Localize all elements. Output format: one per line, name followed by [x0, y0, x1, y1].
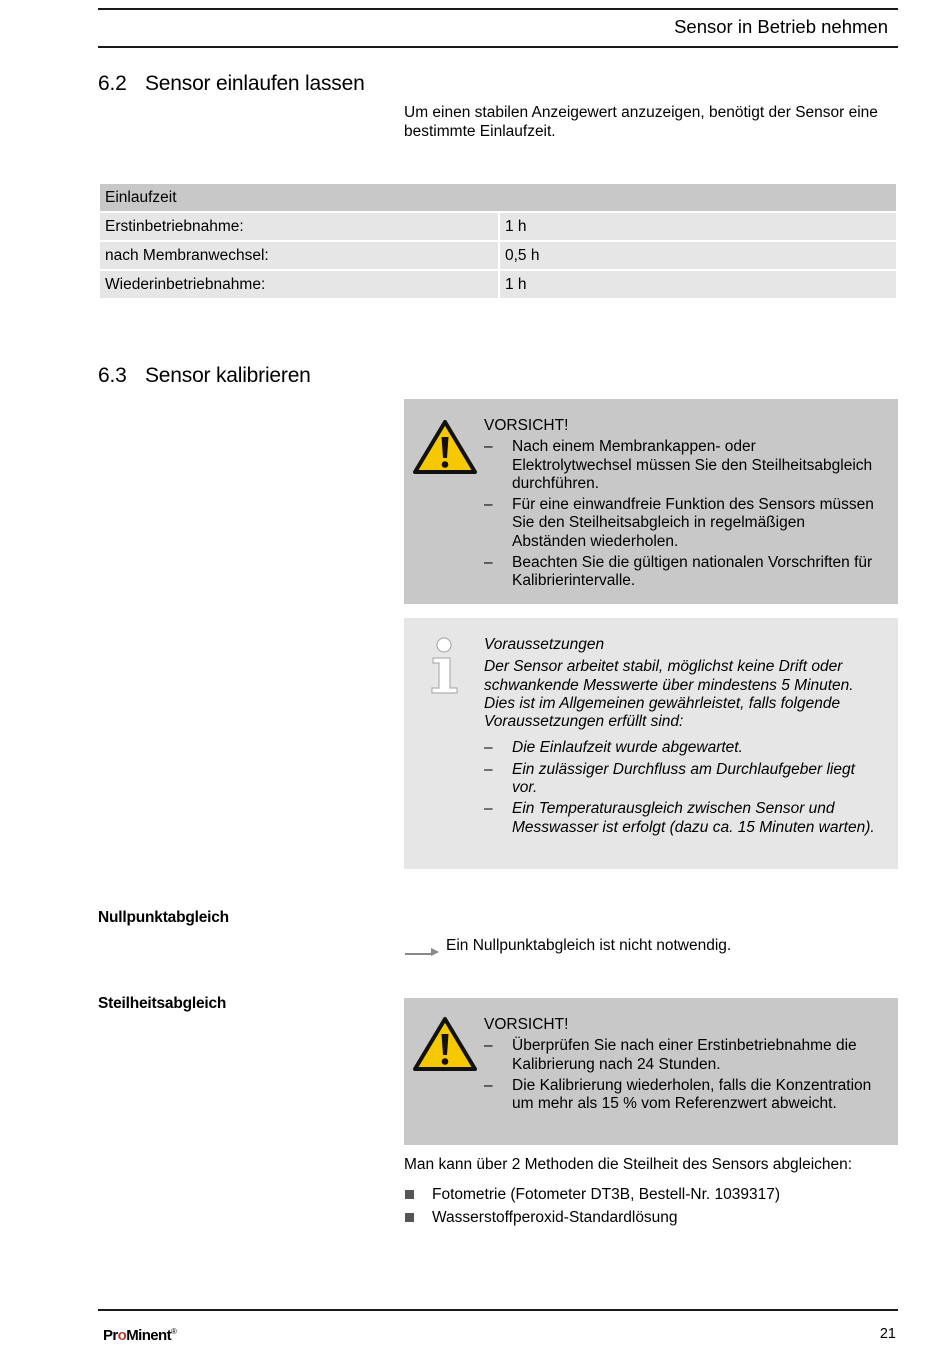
page-number: 21: [879, 1326, 896, 1342]
info-box: [404, 618, 898, 869]
logo-text-o: o: [117, 1327, 127, 1344]
logo-text-b: Minent: [126, 1327, 171, 1344]
list-item-text: Ein Temperaturausgleich zwischen Sensor und Messwasser ist erfolgt (dazu ca. 15 Minuten warten).: [512, 800, 875, 836]
logo-text-a: Pr: [103, 1327, 118, 1344]
nullpunkt-text: Ein Nullpunktabgleich ist nicht notwendig.: [446, 937, 732, 954]
dash-bullet: –: [484, 438, 493, 456]
dash-bullet: –: [484, 496, 493, 514]
table-row: [100, 242, 896, 269]
square-bullet-icon: [405, 1213, 414, 1222]
section-heading-6-3: [98, 364, 311, 388]
list-item-text: Ein zulässiger Durchfluss am Durchlaufgeber liegt vor.: [512, 760, 855, 797]
section-heading-6-2: [98, 72, 365, 96]
warning-box: [404, 998, 898, 1145]
list-item: [484, 438, 878, 493]
nullpunkt-label: Nullpunktabgleich: [98, 909, 229, 926]
dash-bullet: –: [484, 554, 493, 572]
info-heading: Voraussetzungen: [484, 636, 605, 653]
header-top-rule: [98, 8, 898, 10]
list-item: [484, 800, 878, 837]
section-title: Sensor einlaufen lassen: [145, 72, 365, 95]
warning-list: [484, 1037, 878, 1113]
header-bottom-rule: [98, 46, 898, 48]
list-item: [484, 1037, 878, 1074]
list-item: [404, 1184, 780, 1207]
methods-list: [404, 1184, 780, 1229]
dash-bullet: –: [484, 760, 493, 778]
warning-heading: VORSICHT!: [484, 1016, 569, 1033]
list-item: [404, 1207, 780, 1230]
section-number: 6.2: [98, 72, 127, 95]
table-cell-value: 1 h: [500, 213, 896, 240]
einlaufzeit-table: [98, 182, 898, 300]
list-item-text: Die Einlaufzeit wurde abgewartet.: [512, 739, 743, 757]
header-title: Sensor in Betrieb nehmen: [674, 16, 888, 37]
section-title: Sensor kalibrieren: [145, 364, 311, 387]
list-item-text: Wasserstoffperoxid-Standardlösung: [432, 1208, 678, 1226]
list-item: [484, 739, 878, 757]
table-cell-label: Erstinbetriebnahme:: [100, 213, 498, 240]
list-item-text: Fotometrie (Fotometer DT3B, Bestell-Nr. 1039317): [432, 1186, 781, 1203]
table-header-row: [100, 184, 896, 211]
warning-triangle-icon: [412, 1016, 478, 1072]
table-cell-label: Wiederinbetriebnahme:: [100, 271, 498, 298]
warning-list: [484, 438, 878, 590]
table-row: [100, 271, 896, 298]
list-item-text: Nach einem Membrankappen- oder Elektrolytwechsel müssen Sie den Steilheitsabgleich durchführen.: [512, 438, 873, 492]
list-item-text: Die Kalibrierung wiederholen, falls die Konzentration um mehr als 15 % vom Referenzwert abweicht.: [512, 1076, 872, 1113]
info-icon: [424, 636, 464, 696]
list-item: [484, 761, 878, 798]
square-bullet-icon: [405, 1190, 414, 1199]
methods-intro: Man kann über 2 Methoden die Steilheit des Sensors abgleichen:: [404, 1156, 853, 1173]
info-text: Der Sensor arbeitet stabil, möglichst keine Drift oder schwankende Messwerte über mindestens 5 Minuten. Dies ist im Allgemeinen gewährleistet, falls folgende Voraussetzungen erfüllt sind:: [484, 658, 854, 731]
list-item-text: Überprüfen Sie nach einer Erstinbetriebnahme die Kalibrierung nach 24 Stunden.: [512, 1037, 857, 1073]
dash-bullet: –: [484, 800, 493, 818]
prominent-logo: [103, 1327, 176, 1344]
dash-bullet: –: [484, 1037, 493, 1055]
section-number: 6.3: [98, 364, 127, 387]
warning-heading: VORSICHT!: [484, 417, 569, 434]
steilheit-label: Steilheitsabgleich: [98, 995, 227, 1012]
list-item: [484, 496, 878, 551]
logo-registered: ®: [170, 1327, 177, 1336]
table-cell-value: 0,5 h: [500, 242, 896, 269]
list-item: [484, 1077, 878, 1114]
dash-bullet: –: [484, 739, 493, 757]
table-row: [100, 213, 896, 240]
list-item-text: Beachten Sie die gültigen nationalen Vorschriften für Kalibrierintervalle.: [512, 554, 873, 590]
dash-bullet: –: [484, 1076, 493, 1094]
arrow-right-icon: [404, 937, 440, 957]
info-list: [484, 739, 878, 836]
list-item-text: Für eine einwandfreie Funktion des Sensors müssen Sie den Steilheitsabgleich in regelmäßigen Abständen wiederholen.: [512, 496, 874, 550]
table-header: Einlaufzeit: [100, 184, 896, 211]
footer-rule: [98, 1309, 898, 1311]
warning-box: [404, 399, 898, 604]
list-item: [484, 554, 878, 591]
intro-paragraph: Um einen stabilen Anzeigewert anzuzeigen, benötigt der Sensor eine bestimmte Einlaufzeit.: [404, 104, 878, 140]
table-cell-label: nach Membranwechsel:: [100, 242, 498, 269]
table-cell-value: 1 h: [500, 271, 896, 298]
warning-triangle-icon: [412, 419, 478, 475]
